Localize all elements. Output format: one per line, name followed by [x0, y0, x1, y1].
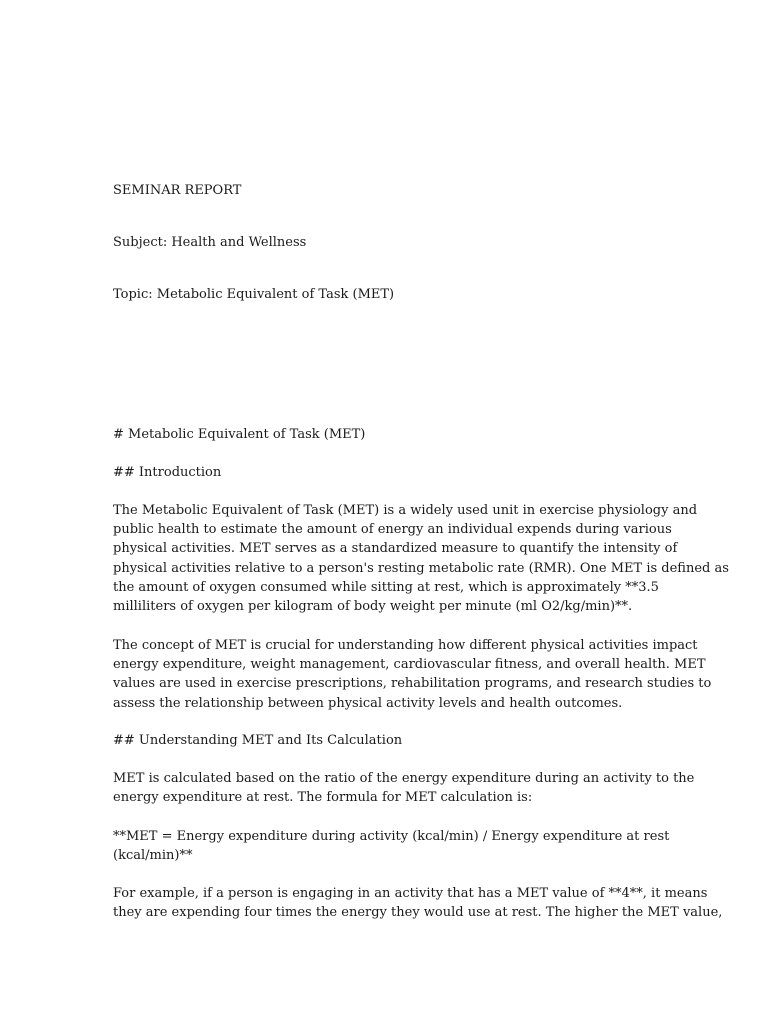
calculation-paragraph — [113, 769, 695, 807]
intro-paragraph-1 — [113, 501, 729, 616]
report-title: SEMINAR REPORT — [113, 183, 242, 198]
intro-paragraph-2 — [113, 636, 712, 713]
topic-line: Topic: Metabolic Equivalent of Task (MET) — [113, 287, 395, 302]
paragraph-line: public health to estimate the amount of energy an individual expends during various — [113, 522, 672, 538]
paragraph-line: assess the relationship between physical activity levels and health outcomes. — [113, 695, 623, 711]
paragraph-line: values are used in exercise prescriptions, rehabilitation programs, and research studies to — [113, 676, 712, 692]
introduction-heading: ## Introduction — [113, 465, 222, 480]
paragraph-line: physical activities. MET serves as a standardized measure to quantify the intensity of — [113, 541, 678, 557]
subject-line: Subject: Health and Wellness — [113, 235, 307, 250]
paragraph-line: MET is calculated based on the ratio of the energy expenditure during an activity to the — [113, 771, 695, 786]
paragraph-line: energy expenditure, weight management, cardiovascular fitness, and overall health. MET — [113, 657, 706, 673]
main-heading: # Metabolic Equivalent of Task (MET) — [113, 427, 366, 442]
example-paragraph — [113, 884, 723, 922]
formula-paragraph — [113, 827, 670, 865]
paragraph-line: milliliters of oxygen per kilogram of body weight per minute (ml O2/kg/min)**. — [113, 599, 633, 615]
paragraph-line: they are expending four times the energy they would use at rest. The higher the MET value, — [113, 905, 723, 921]
paragraph-line: **MET = Energy expenditure during activity (kcal/min) / Energy expenditure at rest — [113, 829, 670, 844]
paragraph-line: the amount of oxygen consumed while sitting at rest, which is approximately **3.5 — [113, 579, 659, 595]
paragraph-line: The concept of MET is crucial for understanding how different physical activities impact — [113, 638, 698, 653]
paragraph-line: physical activities relative to a person's resting metabolic rate (RMR). One MET is defined as — [113, 560, 729, 576]
calculation-heading: ## Understanding MET and Its Calculation — [113, 733, 403, 748]
paragraph-line: For example, if a person is engaging in an activity that has a MET value of **4**, it means — [113, 886, 708, 901]
paragraph-line: The Metabolic Equivalent of Task (MET) is a widely used unit in exercise physiology and — [113, 503, 698, 518]
paragraph-line: energy expenditure at rest. The formula for MET calculation is: — [113, 790, 533, 806]
paragraph-line: (kcal/min)** — [113, 848, 193, 864]
